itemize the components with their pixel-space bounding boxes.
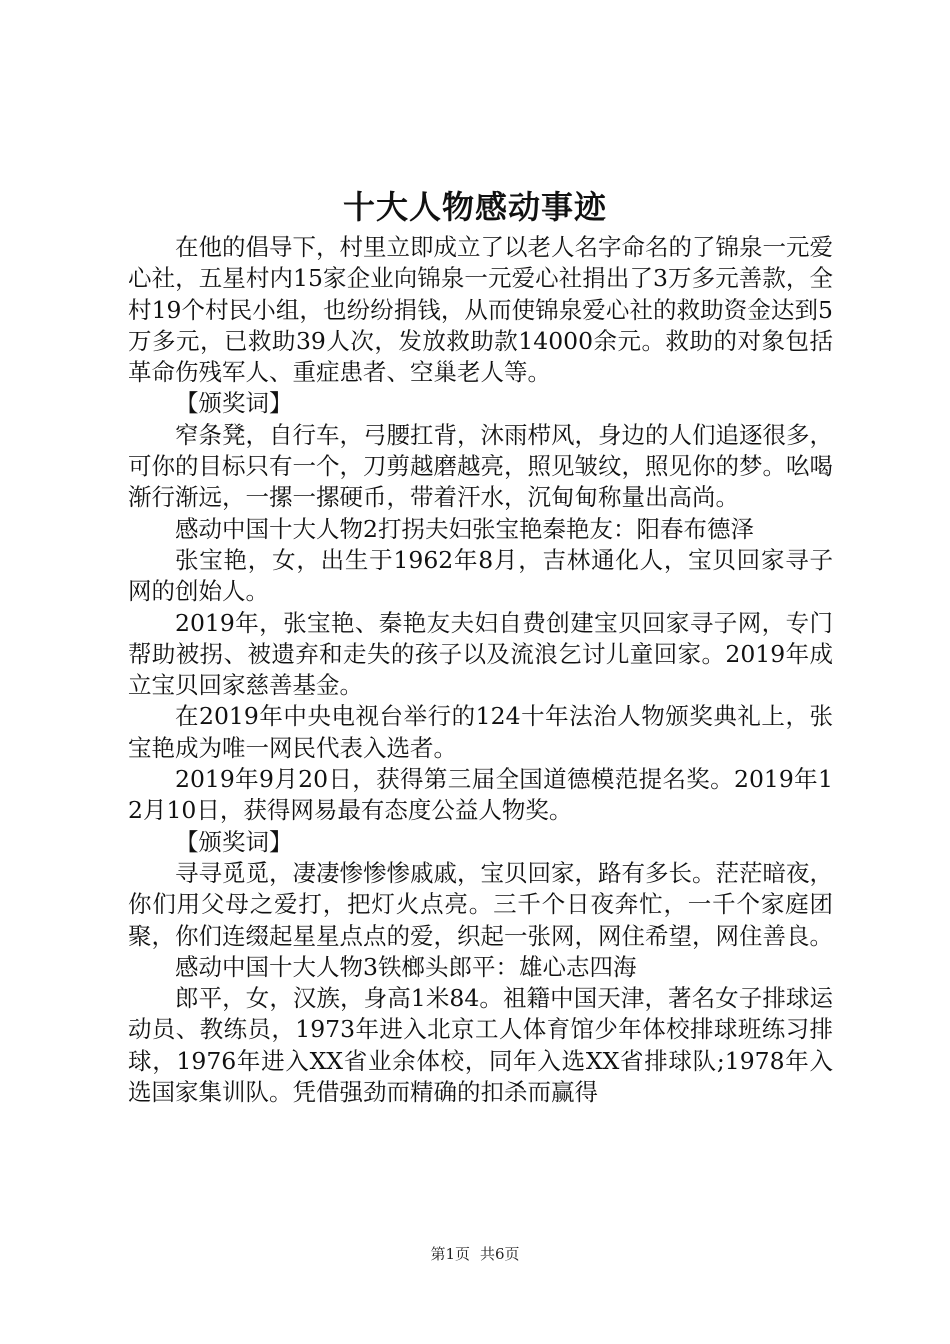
paragraph: 2019年，张宝艳、秦艳友夫妇自费创建宝贝回家寻子网，专门帮助被拐、被遗弃和走失的孩子以及流浪乞讨儿童回家。2019年成立宝贝回家慈善基金。 xyxy=(128,608,833,700)
paragraph-intro: 在他的倡导下，村里立即成立了以老人名字命名的了锦泉一元爱心社，五星村内15家企业向锦泉一元爱心社捐出了3万多元善款，全村19个村民小组，也纷纷捐钱，从而使锦泉爱心社的救助资金达到5万多元，已救助39人次，发放救助款14000余元。救助的对象包括革命伤残军人、重症患者、空巢老人等。 xyxy=(128,233,833,387)
document-title: 十大人物感动事迹 xyxy=(342,188,607,226)
award-words-paragraph: 窄条凳，自行车，弓腰扛背，沐雨栉风，身边的人们追逐很多，可你的目标只有一个，刀剪越磨越亮，照见皱纹，照见你的梦。吆喝渐行渐远，一摞一摞硬币，带着汗水，沉甸甸称量出高尚。 xyxy=(128,420,833,512)
paragraph: 在2019年中央电视台举行的124十年法治人物颁奖典礼上，张宝艳成为唯一网民代表入选者。 xyxy=(128,702,833,762)
award-words-heading: 【颁奖词】 xyxy=(175,389,293,418)
page-footer xyxy=(0,1244,950,1264)
award-words-paragraph: 寻寻觅觅，凄凄惨惨惨戚戚，宝贝回家，路有多长。茫茫暗夜，你们用父母之爱打，把灯火点亮。三千个日夜奔忙，一千个家庭团聚，你们连缀起星星点点的爱，织起一张网，网住希望，网住善良。 xyxy=(128,858,833,950)
award-words-heading: 【颁奖词】 xyxy=(175,827,293,856)
paragraph: 2019年9月20日，获得第三届全国道德模范提名奖。2019年12月10日，获得网易最有态度公益人物奖。 xyxy=(128,765,833,825)
document-body xyxy=(128,232,833,1108)
paragraph: 郎平，女，汉族，身高1米84。祖籍中国天津，著名女子排球运动员、教练员，1973年进入北京工人体育馆少年体校排球班练习排球，1976年进入XX省业余体校，同年入选XX省排球队;1978年入选国家集训队。凭借强劲而精确的扣杀而赢得 xyxy=(128,984,833,1107)
page-number: 第1页 xyxy=(430,1245,470,1263)
section-heading-3: 感动中国十大人物3铁榔头郎平：雄心志四海 xyxy=(175,952,637,981)
paragraph: 张宝艳，女，出生于1962年8月，吉林通化人，宝贝回家寻子网的创始人。 xyxy=(128,545,833,606)
page-total: 共6页 xyxy=(480,1245,520,1263)
section-heading-2: 感动中国十大人物2打拐夫妇张宝艳秦艳友：阳春布德泽 xyxy=(175,514,754,543)
